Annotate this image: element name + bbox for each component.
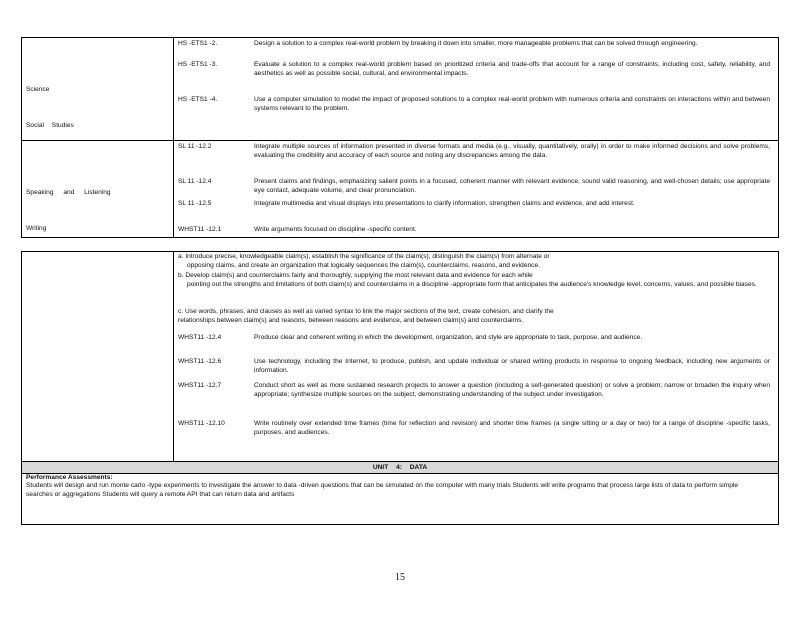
subject-writing: Writing: [26, 225, 47, 232]
standards-table-speaking: [21, 140, 779, 238]
standard-text: Use a computer simulation to model the impact of proposed solutions to a complex real-world problem with numerous criteria and constraints on interactions within and between systems relevant to the problem.: [254, 96, 770, 112]
page-number: 15: [395, 572, 405, 583]
subject-social-studies: Social Studies: [26, 122, 74, 129]
standard-code: HS -ETS1 -4.: [178, 96, 218, 103]
list-item-cont: opposing claims, and create an organization that logically sequences the claim(s), counterclaims, reasons, and evidence.: [187, 261, 540, 269]
standards-column: [174, 38, 778, 140]
standard-code: WHST11 -12.4: [178, 334, 222, 341]
standard-text: Integrate multiple sources of information presented in diverse formats and media (e.g., visually, quantitatively, orally) in order to make informed decisions and solve problems, evaluating the credibility and accuracy of each source and noting any discrepancies among the data.: [254, 143, 770, 159]
standard-text: Use technology, including the Internet, to produce, publish, and update individual or shared writing products in response to ongoing feedback, including new arguments or information.: [254, 358, 770, 374]
standard-text: Evaluate a solution to a complex real-world problem based on prioritized criteria and trade-offs that account for a range of constraints, including cost, safety, reliability, and aesthetics as well as possible social, cultural, and environmental impacts.: [254, 61, 770, 77]
standard-code: WHST11 -12.1: [178, 226, 222, 233]
standards-table-writing-unit: [21, 251, 779, 525]
standard-code: WHST11 -12.6: [178, 358, 222, 365]
list-item-lead: c. Use words, phrases, and clauses as well as varied syntax to link the major sections of the text, create cohesion, and clarify the: [178, 308, 554, 315]
list-item: [178, 253, 770, 270]
subject-science: Science: [26, 86, 50, 93]
standard-text: Conduct short as well as more sustained research projects to answer a question (including a self-generated question) or solve a problem; narrow or broaden the inquiry when appropriate; synthesize multiple sources on the subject, demonstrating understanding of the subject under investigation.: [254, 382, 770, 398]
subject-speaking-listening: Speaking and Listening: [26, 189, 111, 196]
list-item-lead: b. Develop claim(s) and counterclaims fairly and thoroughly, supplying the most relevant data and evidence for each while: [178, 272, 533, 279]
performance-assessments: [26, 474, 738, 499]
standards-column: [174, 252, 778, 461]
standard-text: Write routinely over extended time frames (time for reflection and revision) and shorter time frames (a single sitting or a day or two) for a range of discipline -specific tasks, purposes, and audiences.: [254, 420, 770, 436]
list-item-lead: a. Introduce precise, knowledgeable claim(s), establish the significance of the claim(s), distinguish the claim(s) from alternate or: [178, 253, 550, 260]
list-item: [178, 272, 770, 289]
performance-label-text: Performance Assessments:: [26, 474, 113, 481]
standard-text: Integrate multimedia and visual displays into presentations to clarify information, strengthen claims and evidence, and add interest.: [254, 200, 635, 207]
subject-column: [22, 252, 174, 461]
list-item-cont: relationships between claim(s) and reasons, between reasons and evidence, and between claim(s) and counterclaims.: [178, 316, 524, 324]
performance-label: [26, 474, 738, 482]
standard-code: WHST11 -12.7: [178, 382, 222, 389]
performance-text: Students will design and run monte carlo -type experiments to investigate the answer to data -driven questions that can be simulated on the computer with many trials Students will write programs that process large lists of data to perform simple searches or aggregations Students will query a remote API that can return data and artifacts: [26, 482, 738, 498]
standard-text: Write arguments focused on discipline -specific content.: [254, 226, 417, 233]
standard-code: SL 11 -12.5: [178, 200, 212, 207]
standards-table-engineering: [21, 37, 779, 141]
standard-code: WHST11 -12.10: [178, 420, 225, 427]
standard-code: SL 11 -12.4: [178, 178, 212, 185]
subject-column: [22, 38, 174, 140]
standard-code: HS -ETS1 -3.: [178, 61, 218, 68]
standard-code: HS -ETS1 -2.: [178, 40, 218, 47]
standard-code: SL 11 -12.2: [178, 143, 212, 150]
list-item-cont: pointing out the strengths and limitations of both claim(s) and counterclaims in a discipline -appropriate form that anticipates the audience's knowledge level, concerns, values, and possible biases.: [187, 280, 757, 288]
unit-header: UNIT 4: DATA: [22, 461, 778, 474]
subject-column: [22, 141, 174, 237]
standard-text: Present claims and findings, emphasizing salient points in a focused, coherent manner with relevant evidence, sound valid reasoning, and well-chosen details; use appropriate eye contact, adequate volume, and clear pronunciation.: [254, 178, 770, 194]
list-item: [178, 308, 770, 325]
standard-text: Design a solution to a complex real-world problem by breaking it down into smaller, more manageable problems that can be solved through engineering.: [254, 40, 698, 47]
standards-column: [174, 141, 778, 237]
standard-text: Produce clear and coherent writing in which the development, organization, and style are appropriate to task, purpose, and audience.: [254, 334, 643, 341]
